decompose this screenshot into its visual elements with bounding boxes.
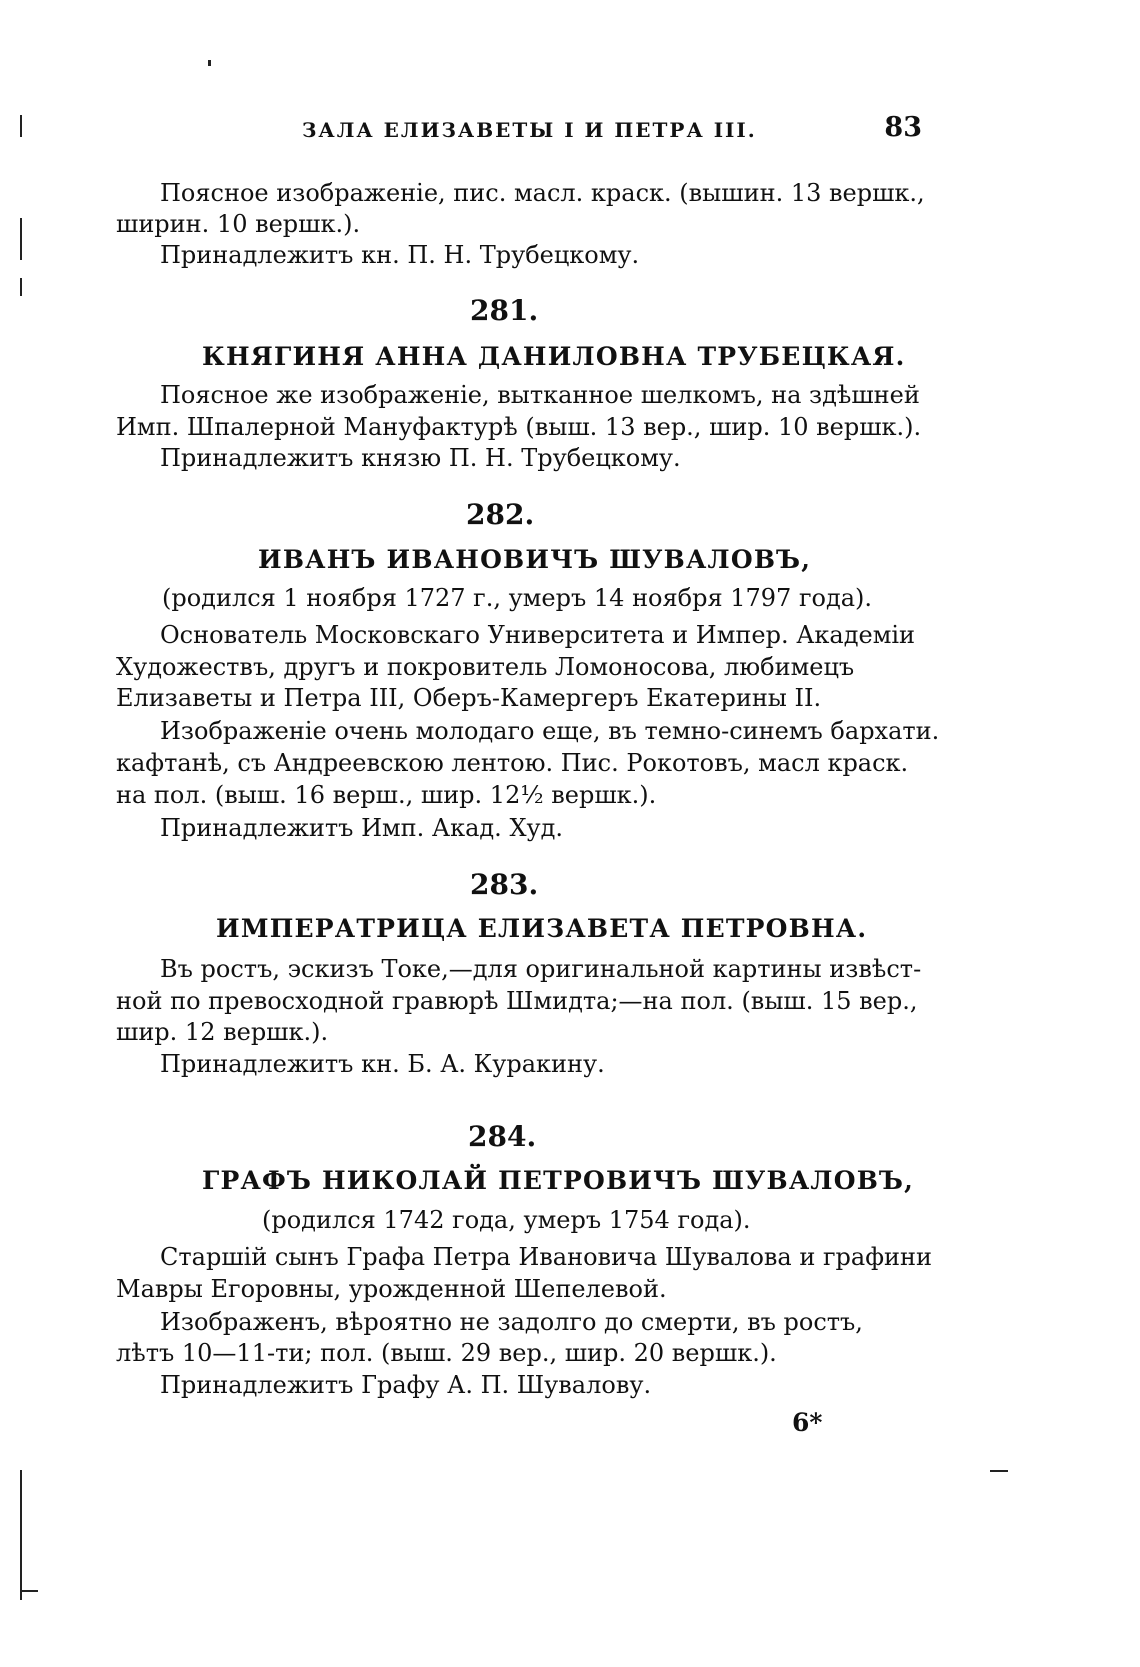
page-number: 83	[884, 112, 922, 143]
body-line: шир. 12 вершк.).	[116, 1018, 329, 1046]
body-line: Мавры Егоровны, урожденной Шепелевой.	[116, 1275, 667, 1303]
running-header	[160, 112, 950, 152]
scan-artifact	[20, 1590, 38, 1592]
scan-artifact	[20, 1470, 22, 1600]
scan-artifact	[20, 115, 22, 137]
body-line: Поясное изображеніе, пис. масл. краск. (вышин. 13 вершк.,	[160, 179, 925, 207]
signature-mark: 6*	[792, 1408, 823, 1437]
body-line: Въ ростъ, эскизъ Токе,—для оригинальной картины извѣст-	[160, 955, 922, 983]
body-line: ширин. 10 вершк.).	[116, 210, 361, 238]
scan-artifact	[20, 218, 22, 260]
body-line: кафтанѣ, съ Андреевскою лентою. Пис. Рокотовъ, масл краск.	[116, 749, 909, 777]
scan-artifact	[208, 60, 211, 66]
body-line: Принадлежитъ Графу А. П. Шувалову.	[160, 1371, 652, 1399]
entry-dates: (родился 1 ноября 1727 г., умеръ 14 ноября 1797 года).	[162, 584, 873, 612]
entry-number: 281.	[470, 294, 539, 327]
scan-artifact	[990, 1470, 1008, 1472]
running-title: ЗАЛА ЕЛИЗАВЕТЫ I И ПЕТРА III.	[302, 118, 757, 142]
entry-dates: (родился 1742 года, умеръ 1754 года).	[262, 1206, 751, 1234]
body-line: Художествъ, другъ и покровитель Ломоносова, любимецъ	[116, 653, 855, 681]
entry-number: 284.	[468, 1120, 537, 1153]
body-line: Принадлежитъ кн. Б. А. Куракину.	[160, 1050, 605, 1078]
entry-heading: ИМПЕРАТРИЦА ЕЛИЗАВЕТА ПЕТРОВНА.	[216, 914, 868, 943]
body-line: Имп. Шпалерной Мануфактурѣ (выш. 13 вер., шир. 10 вершк.).	[116, 413, 922, 441]
body-line: Принадлежитъ князю П. Н. Трубецкому.	[160, 444, 681, 472]
body-line: Принадлежитъ Имп. Акад. Худ.	[160, 814, 564, 842]
body-line: Изображенъ, вѣроятно не задолго до смерти, въ ростъ,	[160, 1308, 863, 1336]
scan-artifact	[20, 278, 22, 296]
body-line: Старшій сынъ Графа Петра Ивановича Шувалова и графини	[160, 1243, 932, 1271]
body-line: Основатель Московскаго Университета и Импер. Академіи	[160, 621, 916, 649]
entry-heading: ГРАФЪ НИКОЛАЙ ПЕТРОВИЧЪ ШУВАЛОВЪ,	[202, 1166, 915, 1195]
body-line: Изображеніе очень молодаго еще, въ темно-синемъ бархати.	[160, 717, 940, 745]
entry-number: 282.	[466, 498, 535, 531]
entry-number: 283.	[470, 868, 539, 901]
entry-heading: ИВАНЪ ИВАНОВИЧЪ ШУВАЛОВЪ,	[258, 545, 812, 574]
body-line: Елизаветы и Петра III, Оберъ-Камергеръ Екатерины II.	[116, 684, 822, 712]
body-line: ной по превосходной гравюрѣ Шмидта;—на пол. (выш. 15 вер.,	[116, 987, 918, 1015]
entry-heading: КНЯГИНЯ АННА ДАНИЛОВНА ТРУБЕЦКАЯ.	[202, 342, 906, 371]
body-line: Принадлежитъ кн. П. Н. Трубецкому.	[160, 241, 640, 269]
body-line: Поясное же изображеніе, вытканное шелкомъ, на здѣшней	[160, 381, 920, 409]
body-line: лѣтъ 10—11-ти; пол. (выш. 29 вер., шир. 20 вершк.).	[116, 1339, 777, 1367]
body-line: на пол. (выш. 16 верш., шир. 12½ вершк.).	[116, 781, 657, 809]
